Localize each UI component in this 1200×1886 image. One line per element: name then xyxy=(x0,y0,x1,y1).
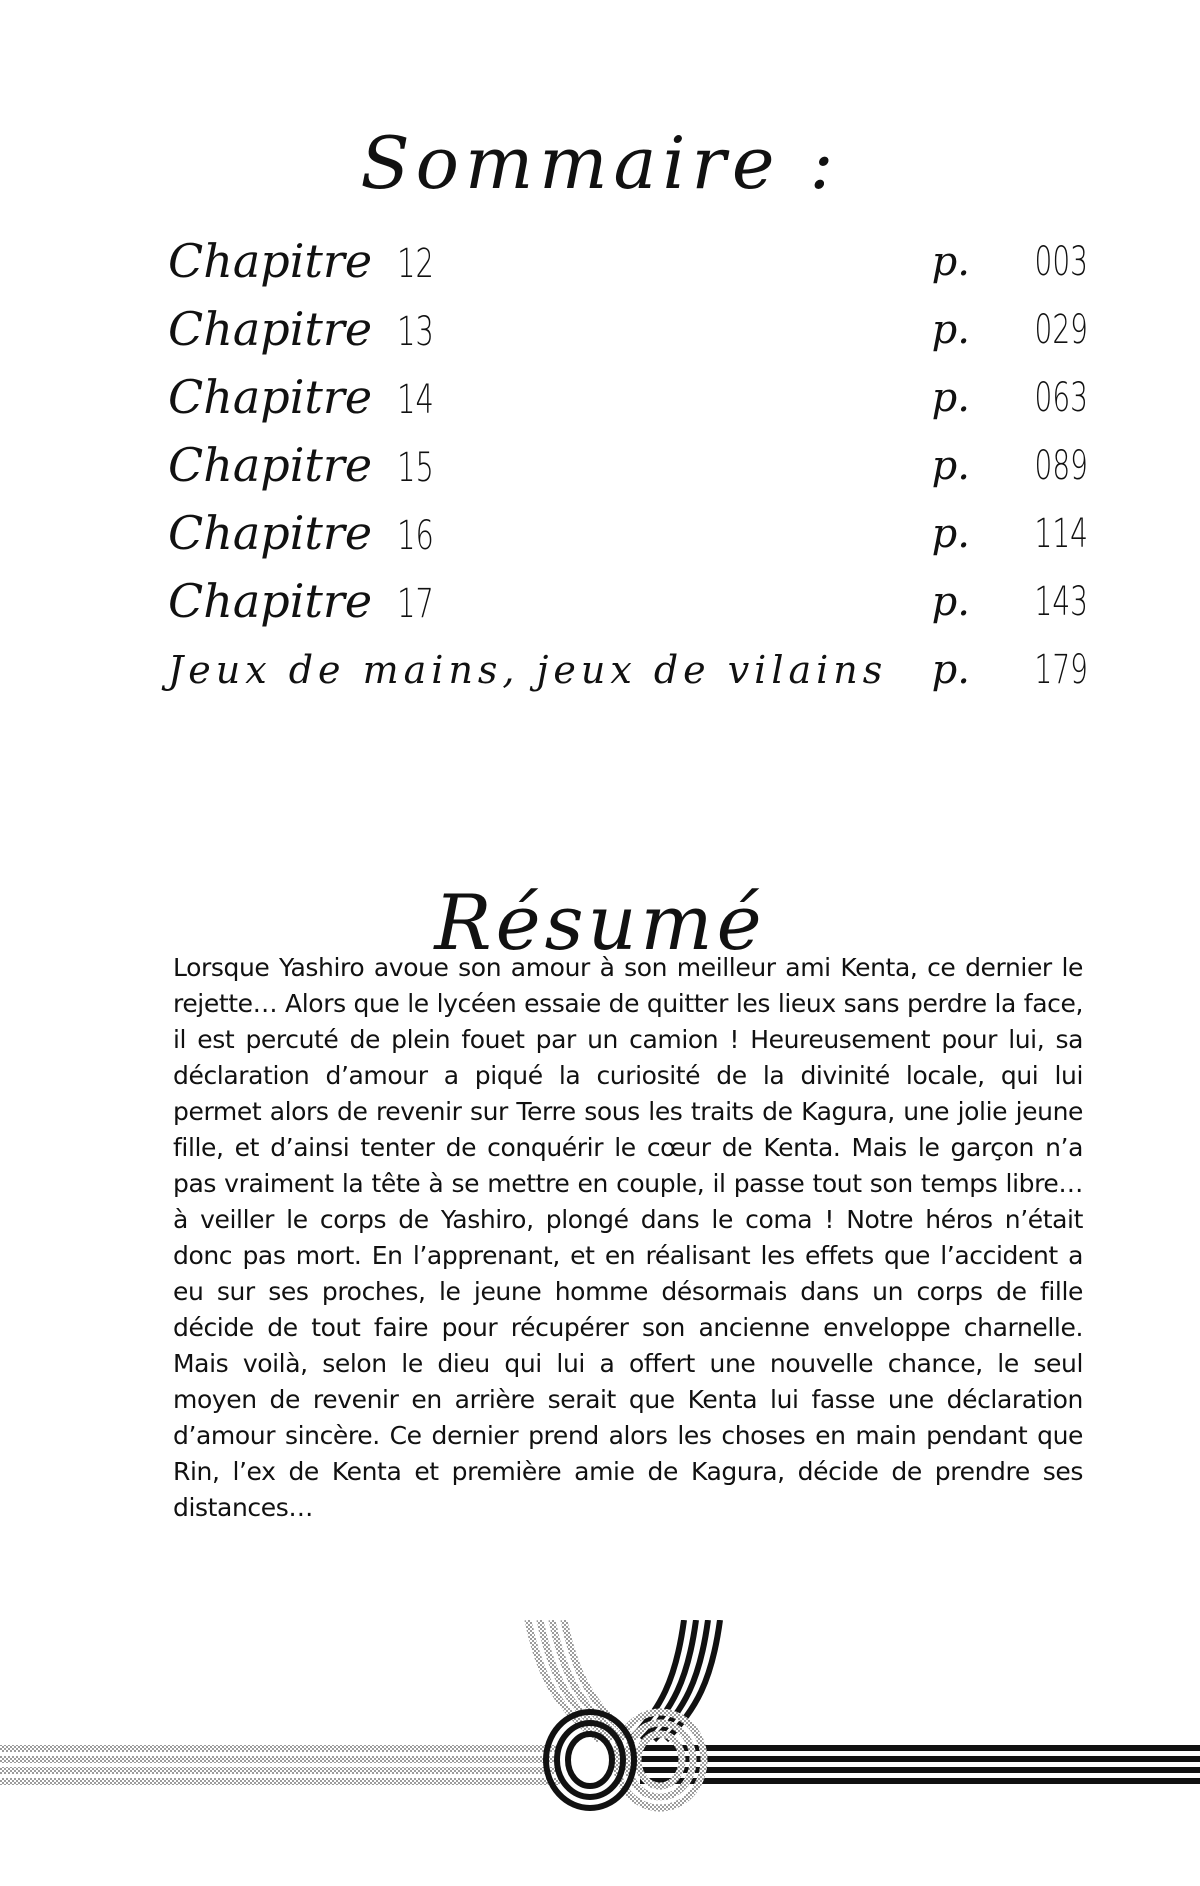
toc-entry xyxy=(168,296,1088,364)
toc-entry-page xyxy=(932,568,1088,636)
toc-entry-page xyxy=(932,364,1088,432)
toc-entry-page xyxy=(932,228,1088,296)
toc-entry-title xyxy=(168,227,441,298)
toc-entry-number: 17 xyxy=(397,580,434,627)
toc-entry-page xyxy=(932,500,1088,568)
toc-page-prefix: p. xyxy=(931,579,970,625)
toc-entry-title xyxy=(168,295,441,366)
toc-entry xyxy=(168,636,1088,704)
mizuhiki-knot-illustration xyxy=(0,1620,1200,1886)
toc-page-prefix: p. xyxy=(931,511,970,557)
toc-page-number: 114 xyxy=(1034,511,1088,557)
toc-entry-page xyxy=(932,636,1088,704)
toc-entry-number: 16 xyxy=(397,512,434,559)
toc-entry-label: Chapitre xyxy=(168,437,373,492)
toc-entry-number: 12 xyxy=(397,240,434,287)
table-of-contents xyxy=(168,228,1088,704)
resume-paragraph: Lorsque Yashiro avoue son amour à son meilleur ami Kenta, ce dernier le rejette… Alors que le lycéen essaie de quitter les lieux sans perdre la face, il est percuté de plein fouet par un camion ! Heureusement pour lui, sa déclaration d’amour a piqué la curiosité de la divinité locale, qui lui permet alors de revenir sur Terre sous les traits de Kagura, une jolie jeune fille, et d’ainsi tenter de conquérir le cœur de Kenta. Mais le garçon n’a pas vraiment la tête à se mettre en couple, il passe tout son temps libre… à veiller le corps de Yashiro, plongé dans le coma ! Notre héros n’était donc pas mort. En l’apprenant, et en réalisant les effets que l’accident a eu sur ses proches, le jeune homme désormais dans un corps de fille décide de tout faire pour récupérer son ancienne enveloppe charnelle. Mais voilà, selon le dieu qui lui a offert une nouvelle chance, le seul moyen de revenir en arrière serait que Kenta lui fasse une déclaration d’amour sincère. Ce dernier prend alors les choses en main pendant que Rin, l’ex de Kenta et première amie de Kagura, décide de prendre ses distances… xyxy=(173,953,1083,1522)
toc-entry-title xyxy=(168,363,441,434)
toc-entry-title xyxy=(168,567,441,638)
toc-page-prefix: p. xyxy=(931,307,970,353)
toc-entry-label: Jeux de mains, jeux de vilains xyxy=(168,648,888,692)
toc-page-number: 179 xyxy=(1034,647,1088,693)
toc-entry xyxy=(168,500,1088,568)
toc-page-number: 029 xyxy=(1034,307,1088,353)
toc-page-number: 063 xyxy=(1034,375,1088,421)
toc-page-number: 089 xyxy=(1034,443,1088,489)
toc-page-prefix: p. xyxy=(931,443,970,489)
left-cord xyxy=(0,1745,560,1785)
toc-entry xyxy=(168,568,1088,636)
toc-entry-label: Chapitre xyxy=(168,505,373,560)
toc-entry xyxy=(168,432,1088,500)
resume-heading: Résumé xyxy=(434,878,766,968)
toc-entry-page xyxy=(932,432,1088,500)
toc-entry-label: Chapitre xyxy=(168,573,373,628)
toc-entry-label: Chapitre xyxy=(168,233,373,288)
knot-black-loop xyxy=(546,1712,634,1808)
toc-entry-page xyxy=(932,296,1088,364)
toc-page-number: 003 xyxy=(1034,239,1088,285)
toc-entry xyxy=(168,364,1088,432)
toc-entry-number: 13 xyxy=(397,308,434,355)
toc-entry-title xyxy=(168,431,441,502)
toc-page-prefix: p. xyxy=(931,375,970,421)
toc-entry-title xyxy=(168,636,887,704)
toc-page-prefix: p. xyxy=(931,239,970,285)
toc-entry-title xyxy=(168,499,441,570)
right-cord xyxy=(640,1745,1200,1784)
toc-entry-number: 15 xyxy=(397,444,434,491)
toc-entry-label: Chapitre xyxy=(168,301,373,356)
toc-entry xyxy=(168,228,1088,296)
toc-page-prefix: p. xyxy=(931,647,970,693)
toc-entry-label: Chapitre xyxy=(168,369,373,424)
sommaire-heading: Sommaire : xyxy=(360,121,840,206)
right-descending-cord xyxy=(630,1620,720,1740)
toc-entry-number: 14 xyxy=(397,376,434,423)
toc-page-number: 143 xyxy=(1034,579,1088,625)
